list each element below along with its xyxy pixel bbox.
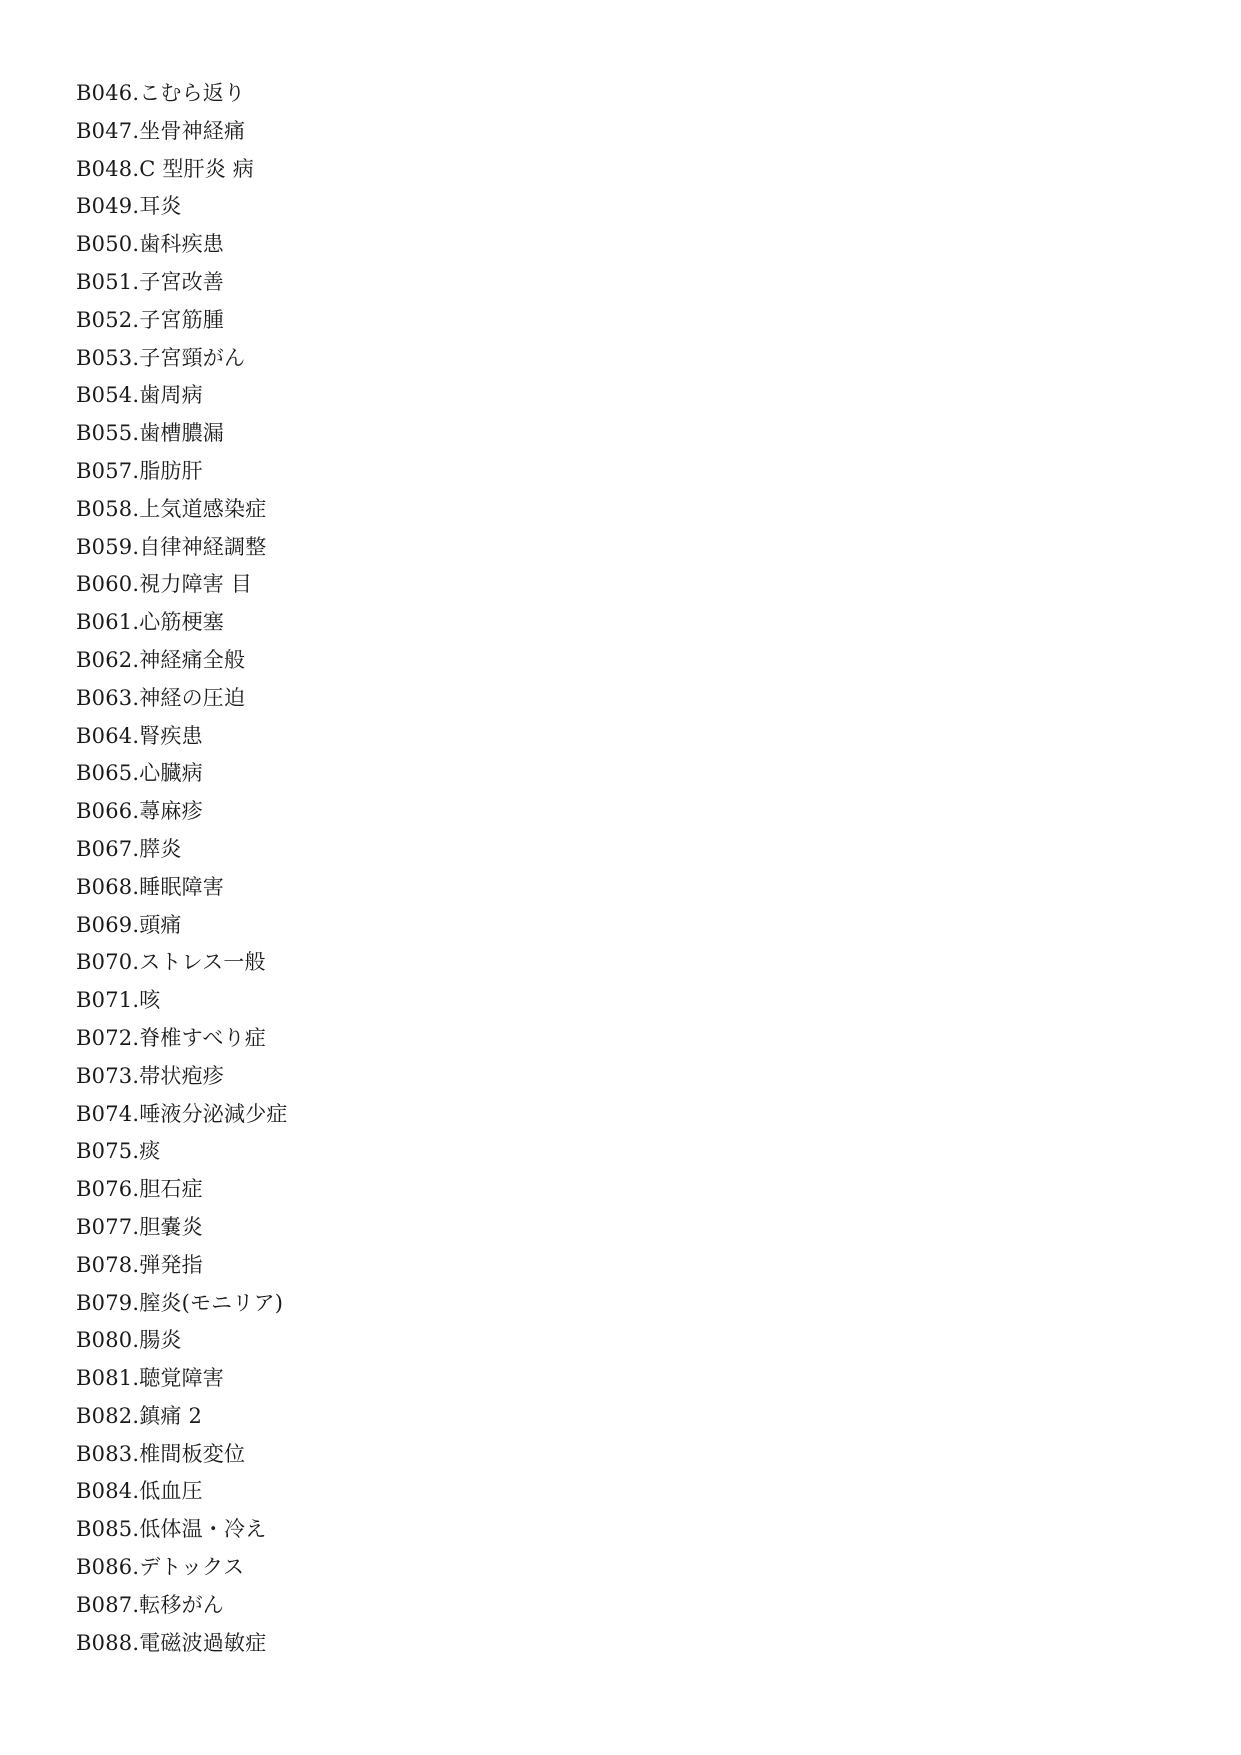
list-item: B078.弾発指 [76,1252,203,1277]
list-item: B047.坐骨神経痛 [76,118,246,143]
list-item: B064.腎疾患 [76,723,203,748]
list-item: B050.歯科疾患 [76,232,224,257]
list-item: B079.膣炎(モニリア) [76,1290,284,1315]
list-item: B053.子宮頸がん [76,345,246,370]
list-item: B069.頭痛 [76,912,182,937]
list-item: B080.腸炎 [76,1328,182,1353]
list-item: B055.歯槽膿漏 [76,421,224,446]
list-item: B070.ストレス一般 [76,950,266,975]
list-item: B072.脊椎すべり症 [76,1025,266,1050]
list-item: B054.歯周病 [76,383,203,408]
list-item: B059.自律神経調整 [76,534,267,559]
list-item: B048.C 型肝炎 病 [76,156,255,181]
list-item: B060.視力障害 目 [76,572,253,597]
list-item: B075.痰 [76,1139,161,1164]
list-item: B058.上気道感染症 [76,496,267,521]
list-item: B074.唾液分泌減少症 [76,1101,288,1126]
list-item: B081.聴覚障害 [76,1366,224,1391]
list-item: B049.耳炎 [76,194,182,219]
list-item: B087.転移がん [76,1592,224,1617]
list-item: B088.電磁波過敏症 [76,1630,267,1655]
list-item: B082.鎮痛 2 [76,1403,203,1428]
list-item: B052.子宮筋腫 [76,307,224,332]
list-item: B063.神経の圧迫 [76,685,246,710]
list-item: B083.椎間板変位 [76,1441,246,1466]
list-item: B062.神経痛全般 [76,647,246,672]
list-item: B071.咳 [76,988,161,1013]
list-item: B077.胆嚢炎 [76,1214,203,1239]
list-item: B084.低血圧 [76,1479,203,1504]
list-item: B068.睡眠障害 [76,874,224,899]
list-item: B076.胆石症 [76,1177,203,1202]
list-item: B051.子宮改善 [76,269,224,294]
list-item: B046.こむら返り [76,81,246,105]
list-item: B073.帯状疱疹 [76,1063,224,1088]
list-item: B086.デトックス [76,1555,245,1580]
list-item: B065.心臓病 [76,761,203,786]
list-item: B061.心筋梗塞 [76,610,224,635]
list-item: B057.脂肪肝 [76,458,203,483]
list-item: B067.膵炎 [76,836,182,861]
list-item: B066.蕁麻疹 [76,799,203,824]
list-item: B085.低体温・冷え [76,1517,267,1542]
condition-list [76,75,288,1662]
